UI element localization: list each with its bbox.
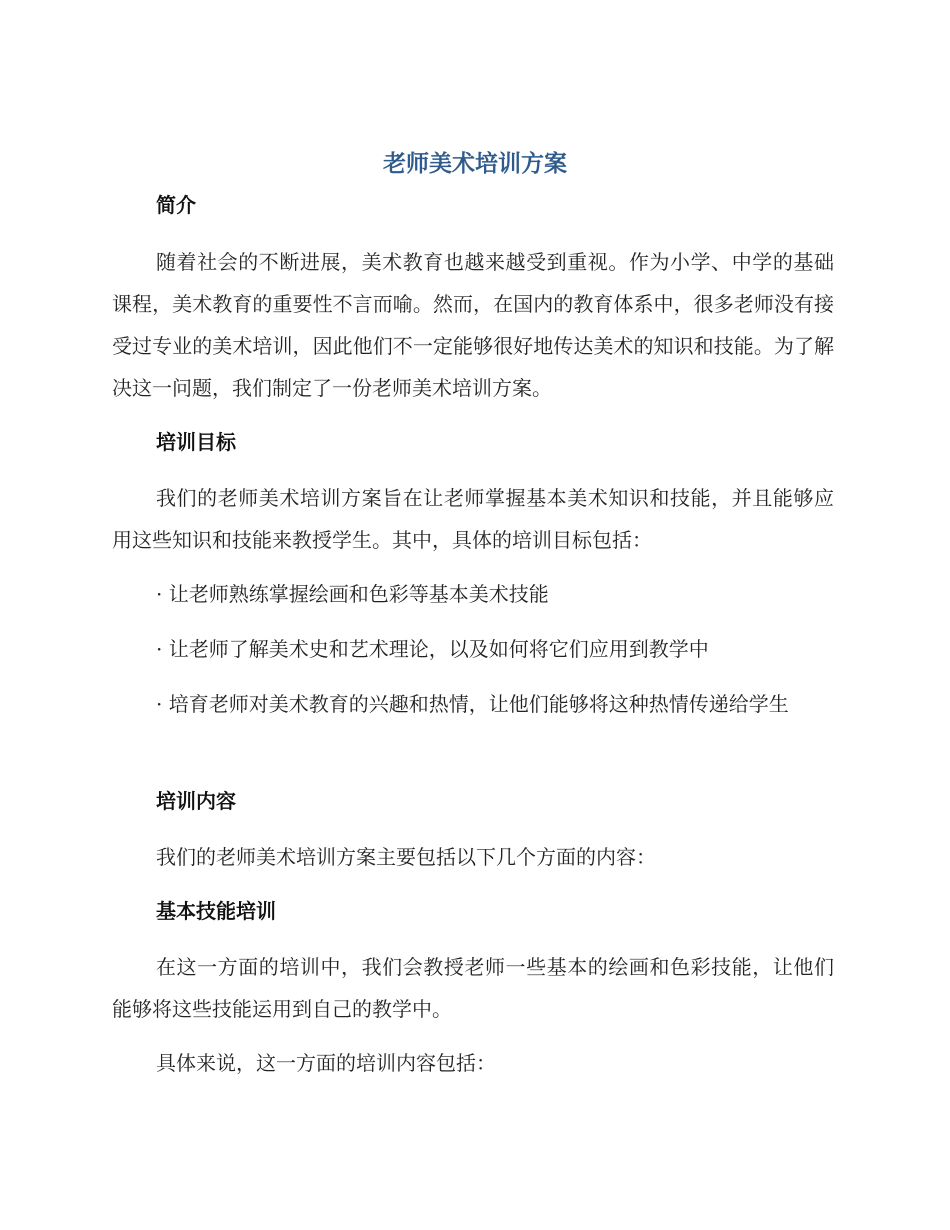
paragraph-basic-skills-detail: 具体来说，这一方面的培训内容包括：: [156, 1051, 496, 1075]
bullet-goal-2: · 让老师了解美术史和艺术理论，以及如何将它们应用到教学中: [156, 637, 709, 661]
bullet-goal-3: · 培育老师对美术教育的兴趣和热情，让他们能够将这种热情传递给学生: [156, 692, 789, 716]
section-heading-intro: 简介: [156, 193, 196, 217]
section-heading-basic-skills: 基本技能培训: [156, 899, 276, 923]
section-heading-content: 培训内容: [156, 789, 236, 813]
paragraph-intro: 随着社会的不断进展，美术教育也越来越受到重视。作为小学、中学的基础课程，美术教育的重要性不言而喻。然而，在国内的教育体系中，很多老师没有接受过专业的美术培训，因此他们不一定能够很好地传达美术的知识和技能。为了解决这一问题，我们制定了一份老师美术培训方案。: [112, 250, 834, 400]
bullet-goal-1: · 让老师熟练掌握绘画和色彩等基本美术技能: [156, 582, 549, 606]
paragraph-goals: 我们的老师美术培训方案旨在让老师掌握基本美术知识和技能，并且能够应用这些知识和技能来教授学生。其中，具体的培训目标包括：: [112, 486, 834, 552]
document-title: 老师美术培训方案: [383, 151, 567, 177]
paragraph-content: 我们的老师美术培训方案主要包括以下几个方面的内容：: [156, 845, 656, 869]
paragraph-basic-skills: 在这一方面的培训中，我们会教授老师一些基本的绘画和色彩技能，让他们能够将这些技能运用到自己的教学中。: [112, 955, 834, 1021]
section-heading-goals: 培训目标: [156, 430, 236, 454]
